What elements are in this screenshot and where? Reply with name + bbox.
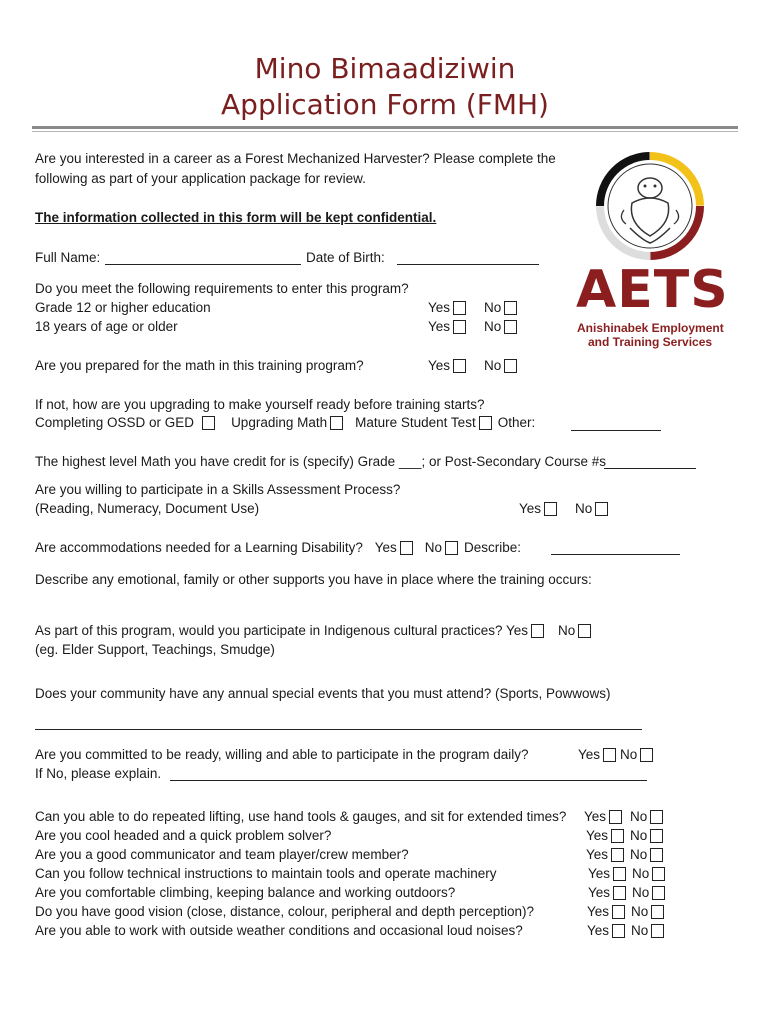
mature-student-checkbox[interactable] [479,416,492,430]
ability-no-checkbox[interactable] [651,905,664,919]
no-label: No [620,747,638,762]
intro-line2: following as part of your application package for review. [35,171,366,186]
yes-label: Yes [428,300,451,315]
yes-label: Yes [584,809,607,824]
confidential-notice: The information collected in this form will be kept confidential. [35,210,437,225]
no-label: No [630,847,648,862]
intro-line1: Are you interested in a career as a Forest Mechanized Harvester? Please complete the [35,151,556,166]
dob-field[interactable] [397,264,539,265]
no-label: No [632,866,650,881]
yes-label: Yes [578,747,601,762]
math-prepared-yes-checkbox[interactable] [453,359,466,373]
yes-label: Yes [588,866,611,881]
yes-label: Yes [587,923,610,938]
ability-question: Are you able to work with outside weather conditions and occasional loud noises? [35,923,523,938]
no-label: No [484,319,502,334]
ability-yes-no [584,808,669,826]
math-prepared-yes-no [428,357,523,375]
dob-label: Date of Birth: [306,250,385,265]
no-label: No [630,809,648,824]
no-label: No [558,623,576,638]
yes-label: Yes [428,319,451,334]
ability-question: Are you cool headed and a quick problem solver? [35,828,332,843]
no-label: No [630,828,648,843]
explain-label: If No, please explain. [35,766,162,781]
grade12-label: Grade 12 or higher education [35,300,211,315]
ability-yes-no [587,922,670,940]
ability-yes-checkbox[interactable] [611,829,624,843]
ossd-checkbox[interactable] [202,416,215,430]
cultural-no-checkbox[interactable] [578,624,591,638]
ability-question: Are you comfortable climbing, keeping balance and working outdoors? [35,885,456,900]
ability-no-checkbox[interactable] [650,848,663,862]
medicine-wheel-icon [572,148,732,268]
ability-no-checkbox[interactable] [650,810,663,824]
no-label: No [631,904,649,919]
events-field[interactable] [35,729,642,730]
full-name-label: Full Name: [35,250,101,265]
aets-brand-text: AETS [576,260,729,320]
ability-no-checkbox[interactable] [650,829,663,843]
yes-label: Yes [588,885,611,900]
accommodations-yes-checkbox[interactable] [400,541,413,555]
yes-label: Yes [519,501,542,516]
ability-yes-checkbox[interactable] [609,810,622,824]
age18-yes-no [428,318,523,336]
commitment-yes-checkbox[interactable] [603,748,616,762]
ability-question: Are you a good communicator and team player/crew member? [35,847,409,862]
no-label: No [484,358,502,373]
yes-label: Yes [428,358,451,373]
ability-yes-no [586,827,669,845]
accommodations-no-checkbox[interactable] [445,541,458,555]
commitment-yes-no [578,746,659,764]
skills-yes-checkbox[interactable] [544,502,557,516]
math-prepared-no-checkbox[interactable] [504,359,517,373]
no-label: No [631,923,649,938]
ability-yes-checkbox[interactable] [612,905,625,919]
ability-no-checkbox[interactable] [652,867,665,881]
ability-yes-checkbox[interactable] [613,886,626,900]
yes-label: Yes [374,540,397,555]
upgrading-math-checkbox[interactable] [330,416,343,430]
ability-no-checkbox[interactable] [651,924,664,938]
ability-yes-checkbox[interactable] [611,848,624,862]
full-name-field[interactable] [105,264,301,265]
cultural-question: As part of this program, would you participate in Indigenous cultural practices? [35,623,503,638]
title-divider-thin [32,131,738,132]
cultural-sub: (eg. Elder Support, Teachings, Smudge) [35,642,275,657]
ability-yes-no [587,903,670,921]
age18-label: 18 years of age or older [35,319,178,334]
accommodations-question: Are accommodations needed for a Learning Disability? [35,540,363,555]
ability-yes-checkbox[interactable] [613,867,626,881]
skills-no-checkbox[interactable] [595,502,608,516]
age18-yes-checkbox[interactable] [453,320,466,334]
org-name-line2: and Training Services [588,335,713,349]
form-title-line1: Mino Bimaadiziwin [254,52,516,85]
yes-label: Yes [506,623,529,638]
events-question: Does your community have any annual special events that you must attend? (Sports, Powwows) [35,686,611,701]
other-label: Other: [497,415,536,430]
describe-label: Describe: [464,540,522,555]
upgrading-math-label: Upgrading Math [231,415,328,430]
highest-math-label: The highest level Math you have credit for is (specify) Grade ___; or Post-Secondary Course #s [35,454,607,469]
org-name-line1: Anishinabek Employment [577,321,724,335]
no-label: No [424,540,442,555]
ability-yes-no [586,846,669,864]
skills-question: Are you willing to participate in a Skills Assessment Process? [35,482,401,497]
ability-no-checkbox[interactable] [652,886,665,900]
ability-question: Can you follow technical instructions to maintain tools and operate machinery [35,866,497,881]
mature-student-label: Mature Student Test [355,415,476,430]
form-title-line2: Application Form (FMH) [221,88,549,121]
ability-question: Can you able to do repeated lifting, use hand tools & gauges, and sit for extended times? [35,809,567,824]
commitment-no-checkbox[interactable] [640,748,653,762]
yes-label: Yes [586,828,609,843]
skills-yes-no [519,500,614,518]
ability-yes-checkbox[interactable] [612,924,625,938]
math-prepared-question: Are you prepared for the math in this training program? [35,358,364,373]
yes-label: Yes [586,847,609,862]
yes-label: Yes [587,904,610,919]
ability-question: Do you have good vision (close, distance, colour, peripheral and depth perception)? [35,904,535,919]
cultural-yes-checkbox[interactable] [531,624,544,638]
grade12-yes-no [428,299,523,317]
post-secondary-field[interactable] [604,468,696,469]
other-field[interactable] [571,430,661,431]
ability-yes-no [588,884,671,902]
upgrading-question: If not, how are you upgrading to make yourself ready before training starts? [35,397,485,412]
upgrading-options [35,414,535,432]
no-label: No [575,501,593,516]
describe-field[interactable] [551,554,680,555]
title-divider [32,126,738,129]
ossd-label: Completing OSSD or GED [35,415,195,430]
grade12-yes-checkbox[interactable] [453,301,466,315]
commitment-question: Are you committed to be ready, willing and able to participate in the program daily? [35,747,529,762]
age18-no-checkbox[interactable] [504,320,517,334]
accommodations-row [35,539,521,557]
no-label: No [632,885,650,900]
requirements-question: Do you meet the following requirements to enter this program? [35,281,409,296]
cultural-row [35,622,597,640]
supports-question: Describe any emotional, family or other supports you have in place where the training occurs: [35,572,592,587]
no-label: No [484,300,502,315]
skills-sub: (Reading, Numeracy, Document Use) [35,501,260,516]
ability-yes-no [588,865,671,883]
explain-field[interactable] [170,780,647,781]
grade12-no-checkbox[interactable] [504,301,517,315]
